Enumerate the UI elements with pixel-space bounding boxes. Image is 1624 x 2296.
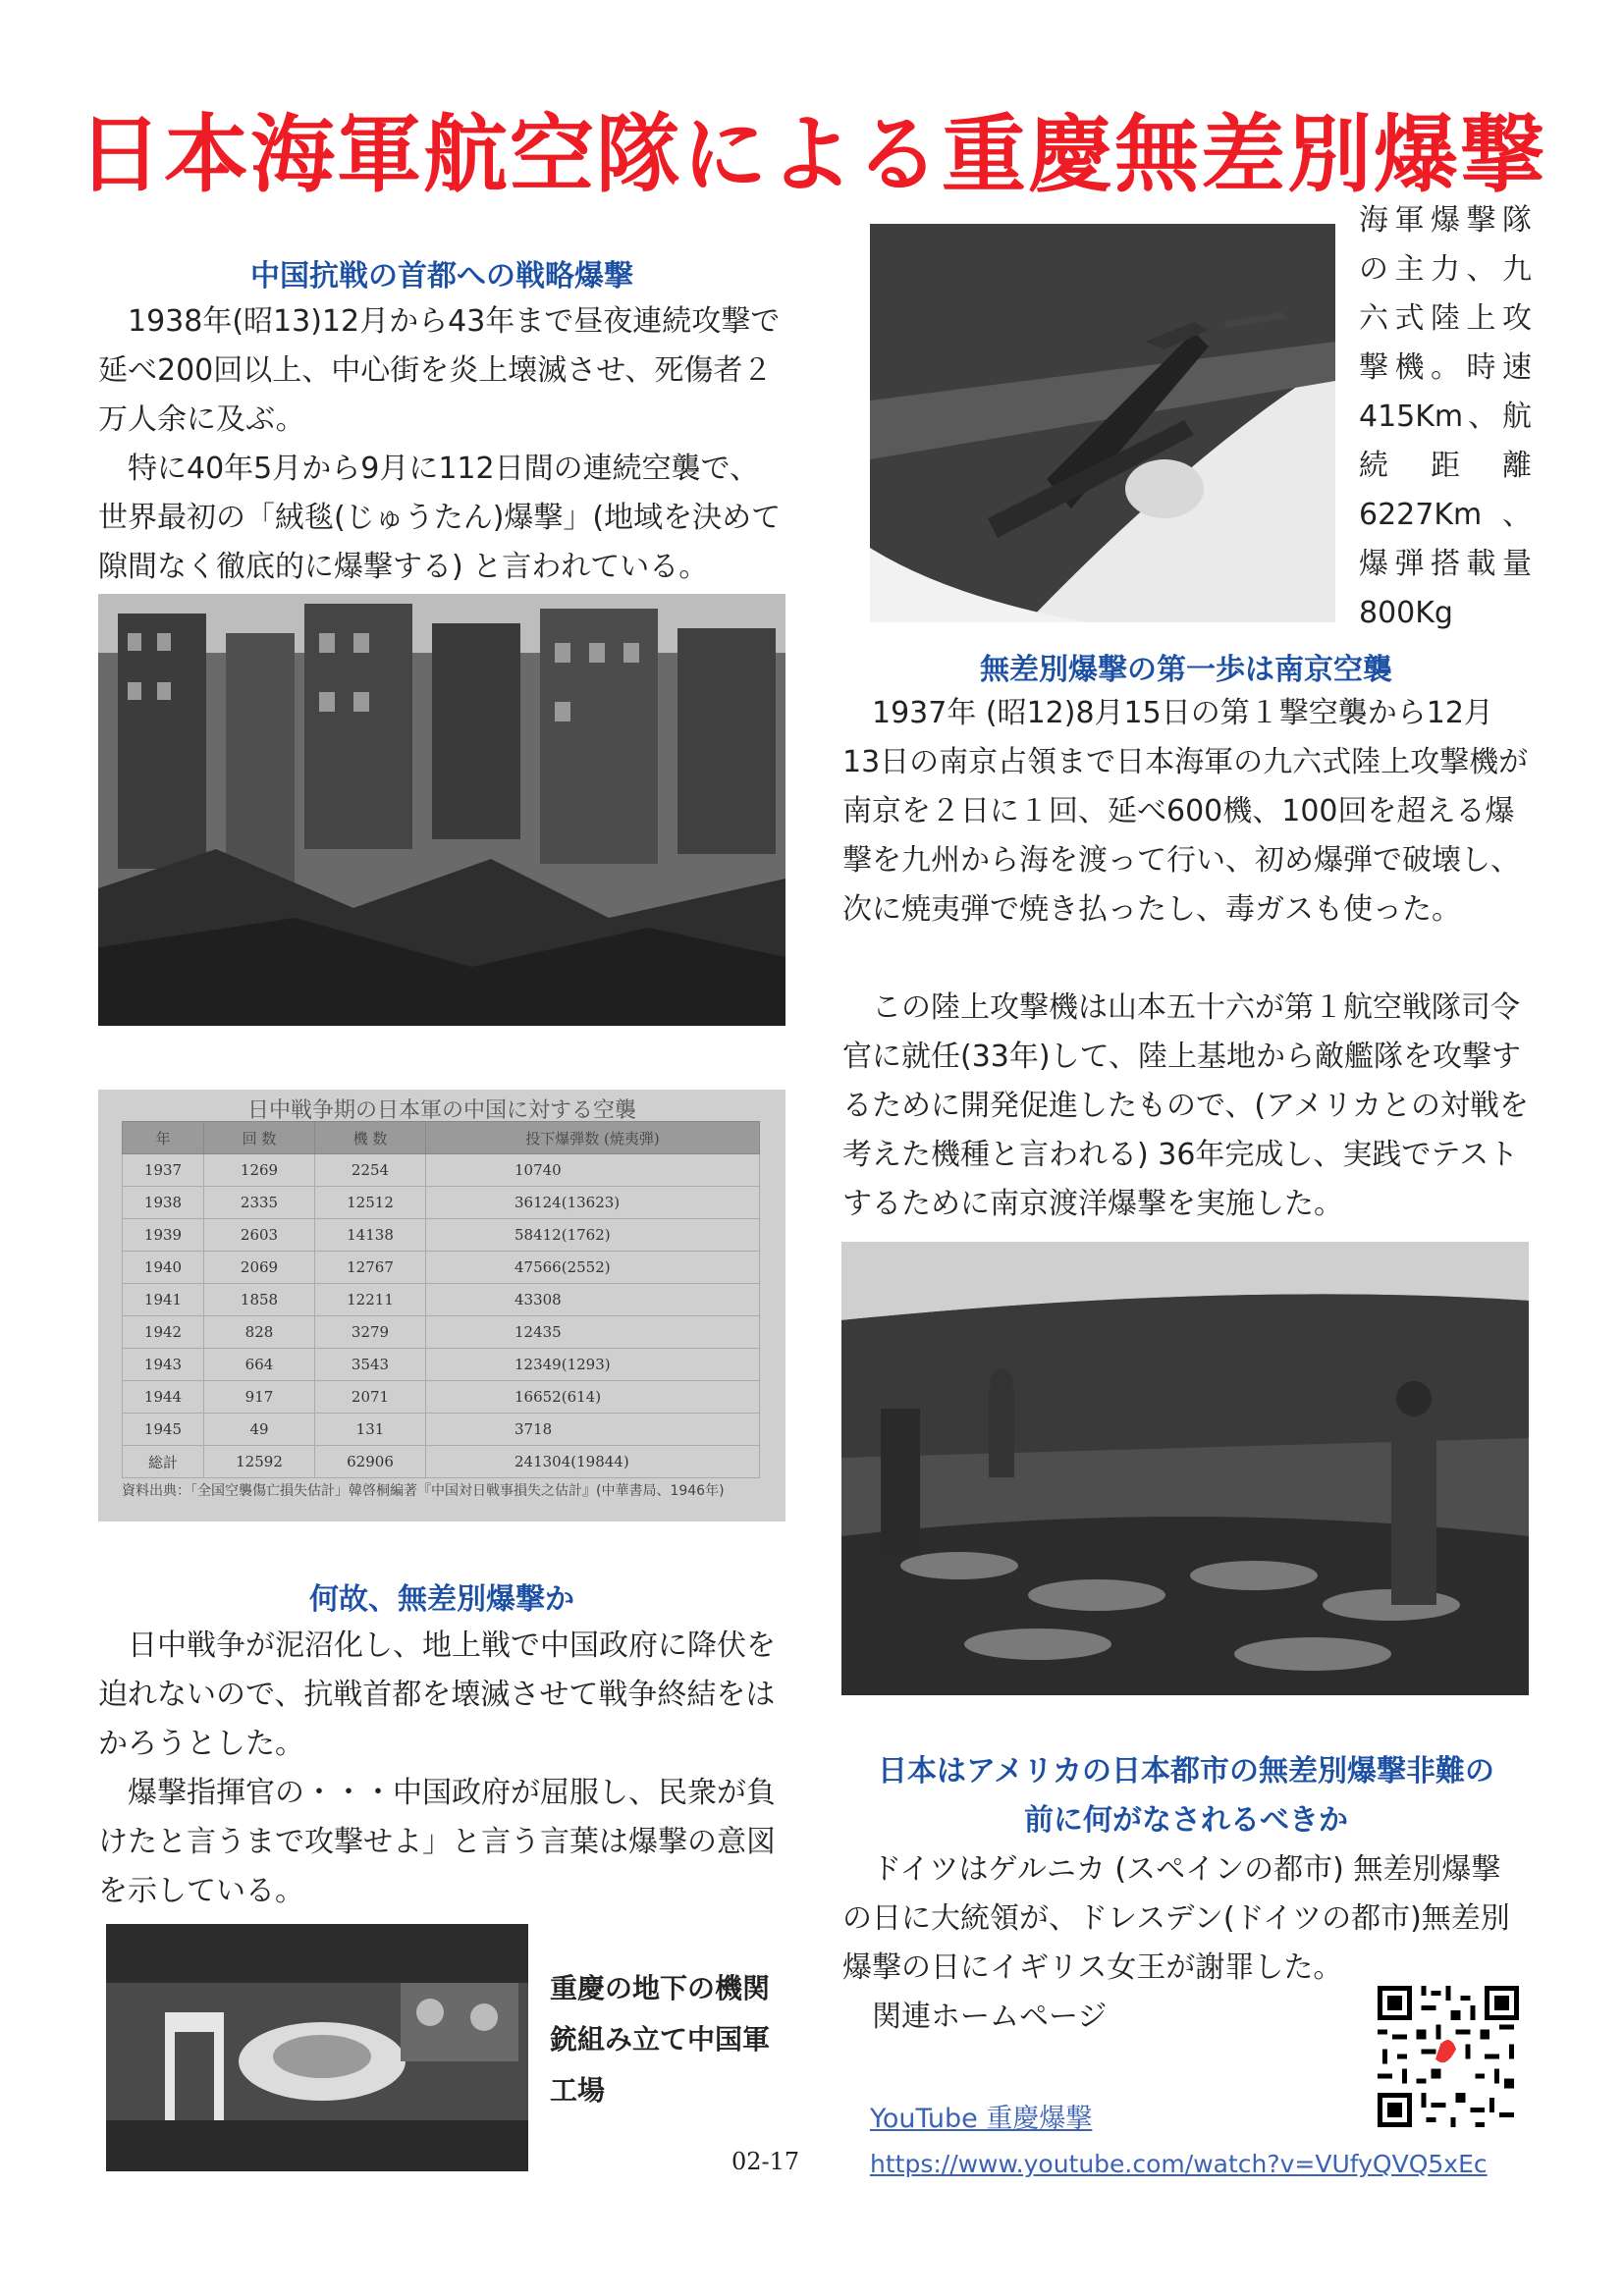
cell-bombs: 12435 <box>426 1316 760 1349</box>
cell-year: 1944 <box>123 1381 204 1414</box>
table-header-year: 年 <box>123 1122 204 1154</box>
bomber-caption: 海軍爆撃隊の主力、九六式陸上攻撃機。時速415Km、航続距離 6227Km、爆弾搭載量 800Kg <box>1359 203 1532 630</box>
section-heading-apology <box>842 1747 1530 1845</box>
table-row <box>123 1414 760 1446</box>
paragraph-war-stalemate: 日中戦争が泥沼化し、地上戦で中国政府に降伏を迫れないので、抗戦首都を壊滅させて戦争終結をはかろうとした。 <box>98 1629 776 1761</box>
section-heading-nanjing: 無差別爆撃の第一歩は南京空襲 <box>980 653 1392 687</box>
cell-year: 1939 <box>123 1219 204 1252</box>
cell-bombs: 3718 <box>426 1414 760 1446</box>
paragraph-apologies: ドイツはゲルニカ (スペインの都市) 無差別爆撃の日に大統領が、ドレスデン(ドイツの都市)無差別爆撃の日にイギリス女王が謝罪した。 <box>842 1852 1510 1985</box>
section-heading-why-indiscriminate: 何故、無差別爆撃か <box>309 1582 574 1617</box>
cell-count: 917 <box>204 1381 315 1414</box>
table-header-aircraft: 機 数 <box>315 1122 426 1154</box>
cell-bombs: 58412(1762) <box>426 1219 760 1252</box>
related-homepage-label: 関連ホームページ <box>872 2000 1108 2034</box>
cell-aircraft: 2071 <box>315 1381 426 1414</box>
bomber-aircraft-photo <box>870 224 1335 622</box>
cell-year: 1937 <box>123 1154 204 1187</box>
cell-bombs: 16652(614) <box>426 1381 760 1414</box>
cell-bombs: 43308 <box>426 1284 760 1316</box>
page-title: 日本海軍航空隊による重慶無差別爆撃 <box>78 106 1546 204</box>
paragraph-bombing-summary: 1938年(昭13)12月から43年まで昼夜連続攻撃で延べ200回以上、中心街を炎上壊滅させ、死傷者２万人余に及ぶ。 <box>98 304 781 437</box>
cell-year: 1938 <box>123 1187 204 1219</box>
table-row-total <box>123 1446 760 1478</box>
page-number: 02-17 <box>731 2148 800 2175</box>
cell-aircraft: 12767 <box>315 1252 426 1284</box>
cell-bombs: 12349(1293) <box>426 1349 760 1381</box>
cell-year: 1940 <box>123 1252 204 1284</box>
cell-aircraft: 14138 <box>315 1219 426 1252</box>
air-raid-statistics-table <box>98 1090 785 1522</box>
bombing-victims-photo <box>841 1242 1529 1695</box>
cell-count: 2335 <box>204 1187 315 1219</box>
table-row <box>123 1154 760 1187</box>
cell-aircraft: 131 <box>315 1414 426 1446</box>
cell-count: 1858 <box>204 1284 315 1316</box>
table-title: 日中戦争期の日本軍の中国に対する空襲 <box>246 1098 636 1123</box>
cell-count: 12592 <box>204 1446 315 1478</box>
cell-bombs: 47566(2552) <box>426 1252 760 1284</box>
apology-heading-line2: 前に何がなされるべきか <box>1024 1803 1348 1838</box>
cell-aircraft: 62906 <box>315 1446 426 1478</box>
cell-year: 1942 <box>123 1316 204 1349</box>
table-row <box>123 1252 760 1284</box>
cell-aircraft: 2254 <box>315 1154 426 1187</box>
cell-bombs: 10740 <box>426 1154 760 1187</box>
paragraph-nanjing-raids: 1937年 (昭12)8月15日の第１撃空襲から12月13日の南京占領まで日本海軍の九六式陸上攻撃機が南京を２日に１回、延べ600機、100回を超える爆撃を九州から海を渡って行い、初め爆弾で破壊し、次に焼夷弾で焼き払ったし、毒ガスも使った。 <box>842 696 1529 927</box>
table-row <box>123 1349 760 1381</box>
cell-aircraft: 12211 <box>315 1284 426 1316</box>
paragraph-yamamoto-bomber: この陸上攻撃機は山本五十六が第１航空戦隊司令官に就任(33年)して、陸上基地から敵艦隊を攻撃するために開発促進したもので、(アメリカとの対戦を考えた機種と言われる) 36年完成し、実践でテストするために南京渡洋爆撃を実施した。 <box>842 990 1530 1221</box>
cell-count: 49 <box>204 1414 315 1446</box>
cell-aircraft: 12512 <box>315 1187 426 1219</box>
table-row <box>123 1219 760 1252</box>
youtube-link[interactable]: YouTube 重慶爆撃 <box>870 2104 1093 2134</box>
table-header-count: 回 数 <box>204 1122 315 1154</box>
qr-code-icon[interactable] <box>1378 1986 1519 2127</box>
cell-count: 828 <box>204 1316 315 1349</box>
cell-count: 2069 <box>204 1252 315 1284</box>
cell-count: 2603 <box>204 1219 315 1252</box>
ruined-city-photo <box>98 594 785 1026</box>
table-source-note: 資料出典：「全国空襲傷亡損失估計」韓啓桐編著『中国対日戦事損失之估計』(中華書局、1946年) <box>122 1483 725 1499</box>
underground-factory-photo <box>106 1924 528 2171</box>
table-row <box>123 1284 760 1316</box>
cell-year: 1941 <box>123 1284 204 1316</box>
cell-year: 1943 <box>123 1349 204 1381</box>
paragraph-carpet-bombing: 特に40年5月から9月に112日間の連続空襲で、世界最初の「絨毯(じゅうたん)爆撃」(地域を決めて隙間なく徹底的に爆撃する) と言われている。 <box>98 452 782 584</box>
apology-heading-line1: 日本はアメリカの日本都市の無差別爆撃非難の <box>878 1754 1494 1789</box>
cell-aircraft: 3543 <box>315 1349 426 1381</box>
youtube-url-link[interactable]: https://www.youtube.com/watch?v=VUfyQVQ5xEc <box>870 2150 1488 2178</box>
cell-year: 総計 <box>123 1446 204 1478</box>
cell-bombs: 241304(19844) <box>426 1446 760 1478</box>
factory-caption: 重慶の地下の機関銃組み立て中国軍工場 <box>550 1972 771 2107</box>
cell-aircraft: 3279 <box>315 1316 426 1349</box>
paragraph-commander-quote: 爆撃指揮官の・・・中国政府が屈服し、民衆が負けたと言うまで攻撃せよ」と言う言葉は爆撃の意図を示している。 <box>98 1776 776 1908</box>
cell-year: 1945 <box>123 1414 204 1446</box>
section-heading-strategic-bombing: 中国抗戦の首都への戦略爆撃 <box>250 259 633 294</box>
table-row <box>123 1381 760 1414</box>
table-header-bombs: 投下爆弾数 (焼夷弾) <box>426 1122 760 1154</box>
cell-count: 664 <box>204 1349 315 1381</box>
cell-count: 1269 <box>204 1154 315 1187</box>
cell-bombs: 36124(13623) <box>426 1187 760 1219</box>
table-row <box>123 1316 760 1349</box>
table-row <box>123 1187 760 1219</box>
